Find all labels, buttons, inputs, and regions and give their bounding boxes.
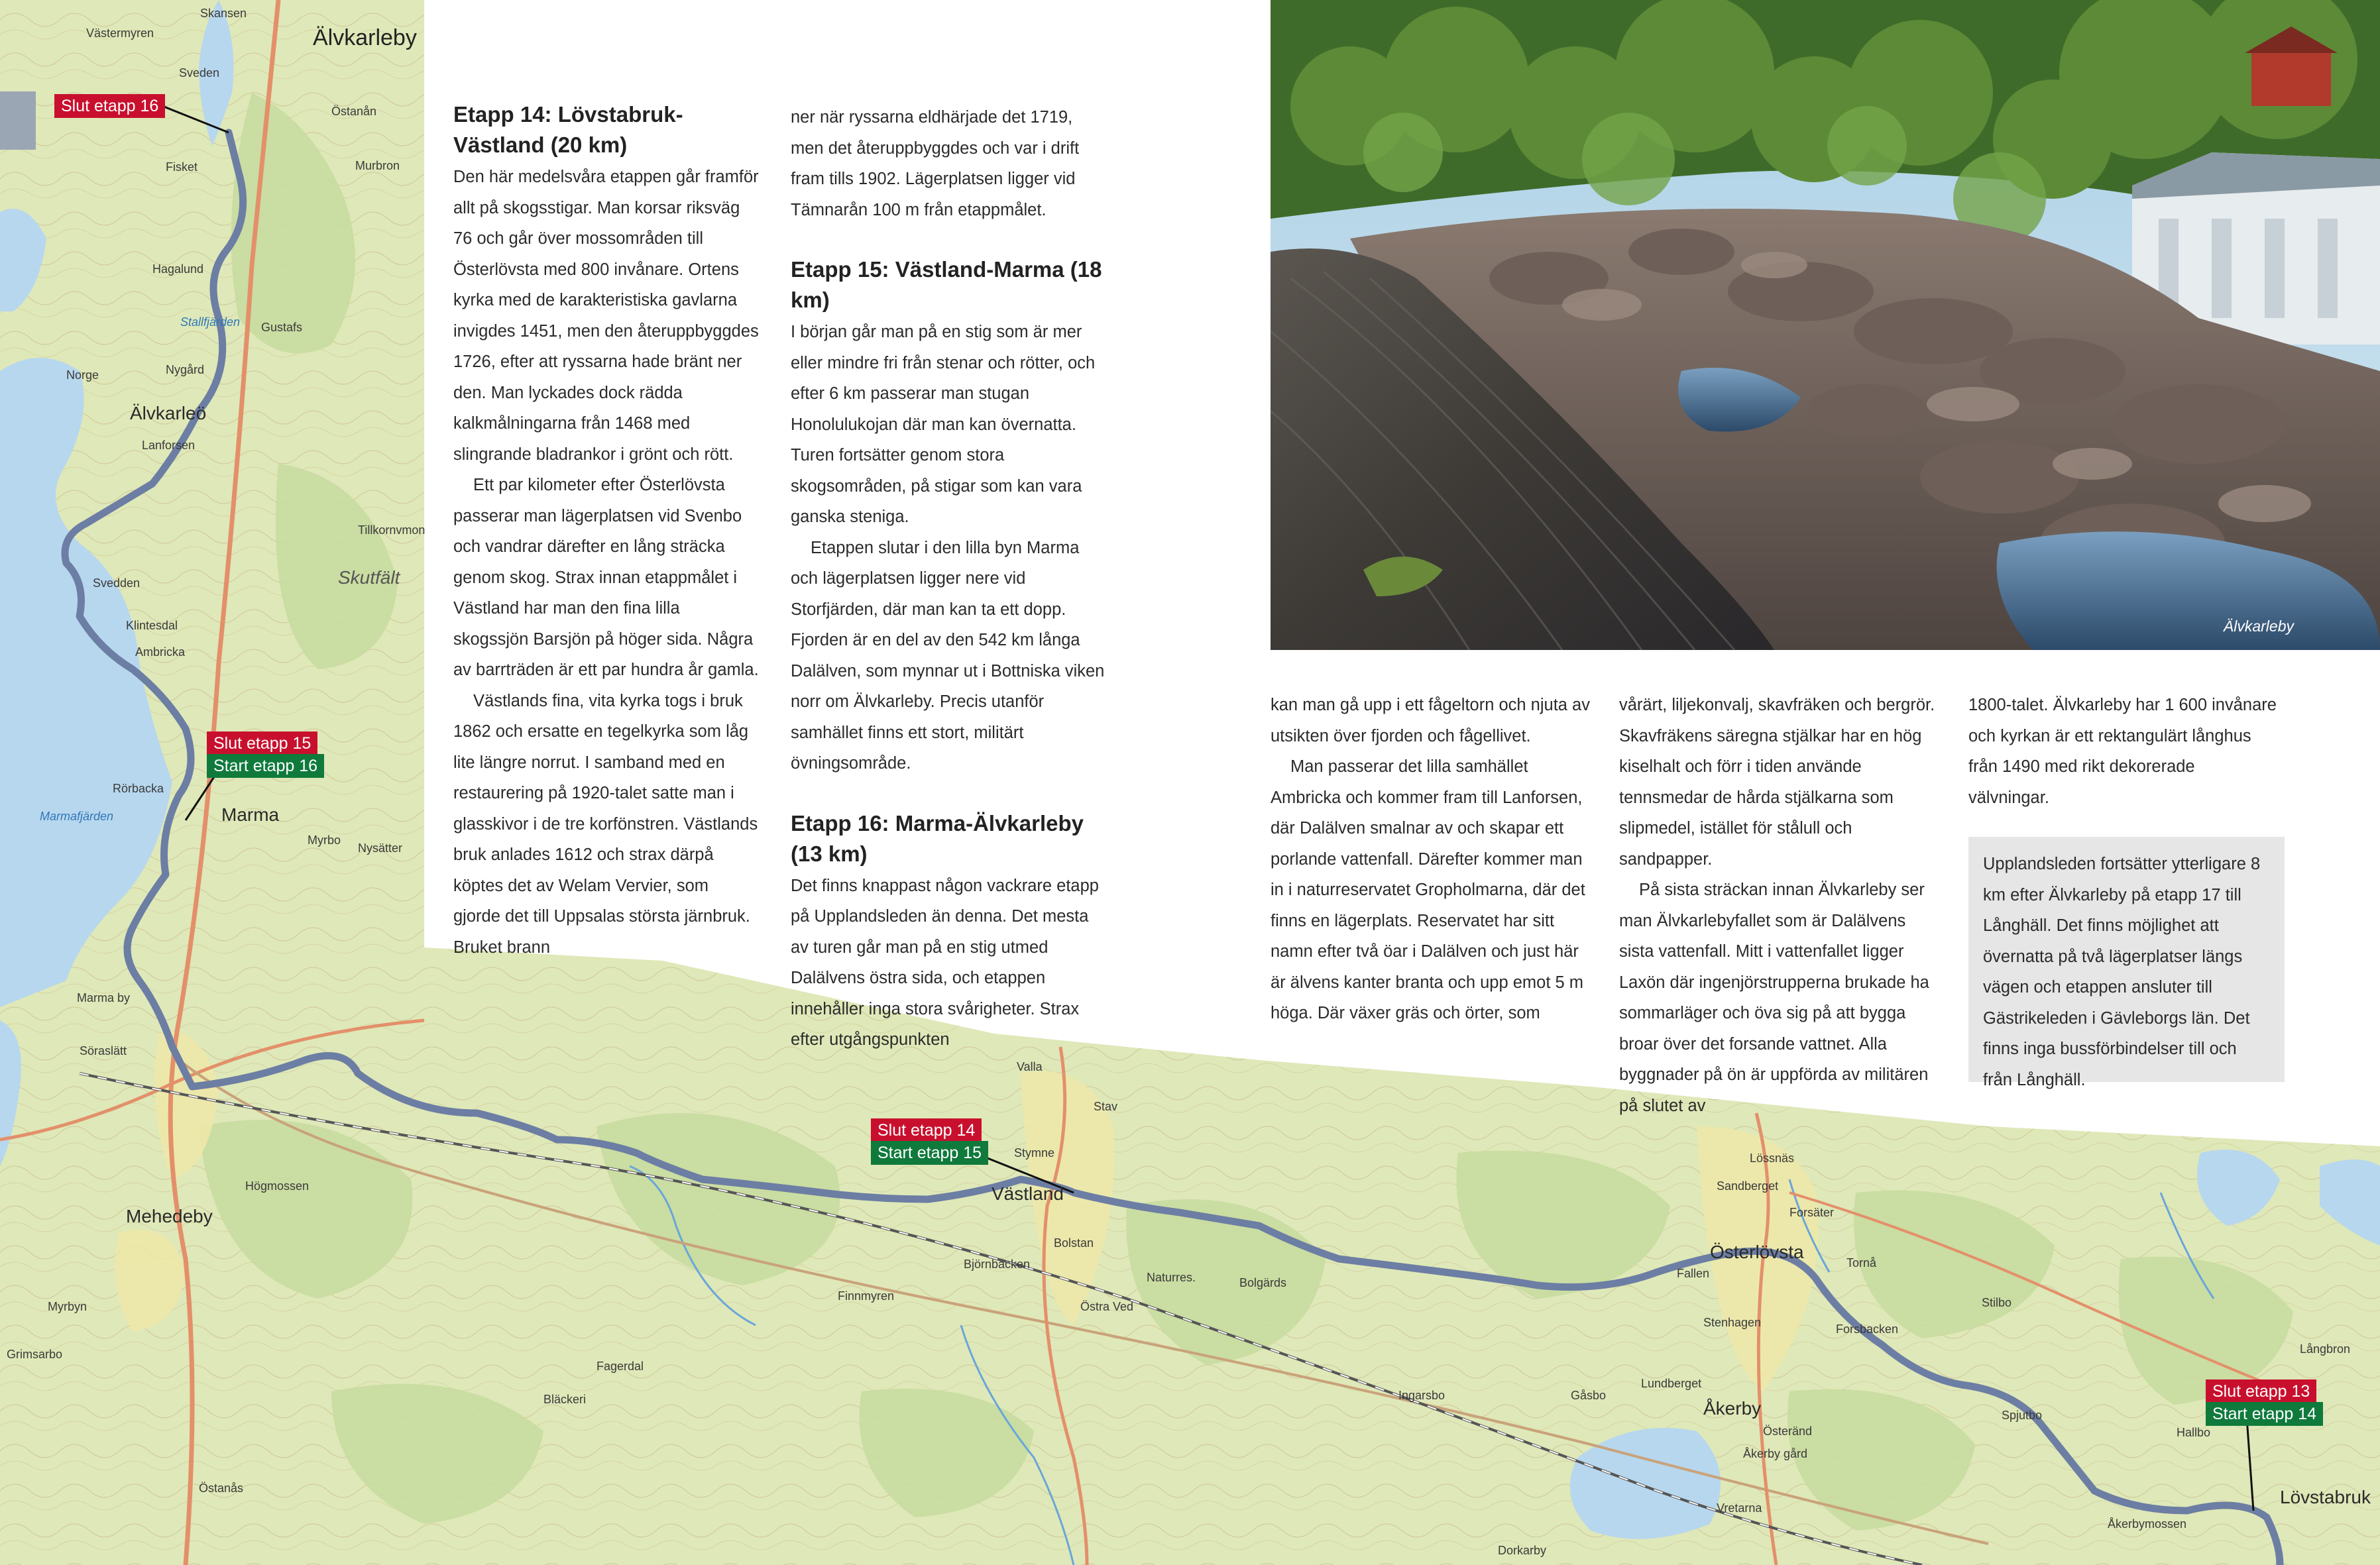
place-label-fagerdal: Fagerdal bbox=[596, 1360, 644, 1373]
place-label-stymne: Stymne bbox=[1014, 1146, 1055, 1160]
stage-tag-start-16: Start etapp 16 bbox=[207, 754, 324, 778]
place-label-murbron: Murbron bbox=[355, 159, 400, 172]
place-label-bjornbacken: Björnbacken bbox=[964, 1258, 1031, 1271]
place-label-stenhagen: Stenhagen bbox=[1703, 1316, 1762, 1329]
stage-tag-slut-16: Slut etapp 16 bbox=[54, 94, 165, 118]
town-label-alvkarleby: Älvkarleby bbox=[313, 25, 417, 50]
stage-tag-slut-13: Slut etapp 13 bbox=[2206, 1379, 2316, 1403]
paragraph-etapp-14-vastland: Västlands fina, vita kyrka togs i bruk 1862 och ersatte en tegelkyrka som låg lite längre norrut. I samband med en restaurering på 1920-talet satte man i glasskivor i de tre korfönstren. Västlands bruk anlades 1612 och strax därpå köptes det av Welam Vervier, som gjorde det till Uppsalas största järnbruk. Bruket brann bbox=[453, 691, 758, 957]
place-label-norge: Norge bbox=[66, 368, 99, 382]
place-label-ingarsbo: Ingarsbo bbox=[1398, 1389, 1445, 1402]
place-label-skansen: Skansen bbox=[200, 7, 247, 20]
paragraph-etapp-14-intro: Den här medelsvåra etappen går framför allt på skogsstigar. Man korsar riksväg 76 och går över mossområden till Österlövsta med 800 invånare. Ortens kyrka med de karakteristiska gavlarna invigdes 1451, men den återuppbyggdes 1726, efter att ryssarna hade bränt ner den. Man lyckades dock rädda kalkmålningarna från 1468 med slingrande bladrankor i grönt och rött. bbox=[453, 168, 759, 464]
place-label-myrbo: Myrbo bbox=[308, 834, 341, 847]
place-label-lossnas: Lössnäs bbox=[1750, 1152, 1795, 1165]
town-label-akerby: Åkerby bbox=[1703, 1398, 1762, 1419]
place-label-forsater: Forsäter bbox=[1789, 1206, 1835, 1219]
place-label-stav: Stav bbox=[1094, 1100, 1118, 1113]
place-label-fallen: Fallen bbox=[1677, 1267, 1710, 1280]
place-label-soraslatt: Söraslätt bbox=[80, 1044, 127, 1057]
town-label-lovstabruk: Lövstabruk bbox=[2280, 1487, 2371, 1507]
heading-etapp-15: Etapp 15: Västland-Marma (18 km) bbox=[791, 257, 1102, 312]
paragraph-etapp-16-intro: Det finns knappast någon vackrare etapp på Upplandsleden än denna. Det mesta av turen går man på en stig utmed Dalälvens östra sida, och etappen innehåller inga stora svårigheter. Strax efter utgångspunkten bbox=[791, 876, 1099, 1049]
place-label-finnmyren: Finnmyren bbox=[838, 1289, 895, 1303]
place-label-sveden: Sveden bbox=[179, 66, 220, 80]
town-label-osterlovsta: Österlövsta bbox=[1710, 1242, 1804, 1262]
paragraph-vastland-bruk-cont: ner när ryssarna eldhärjade det 1719, men det återuppbyggdes och var i drift fram tills 1902. Lägerplatsen ligger vid Tämnarån 100 m från etappmålet. bbox=[791, 108, 1080, 219]
place-label-svedden: Svedden bbox=[93, 576, 141, 590]
paragraph-alvkarlebyfallet: På sista sträckan innan Älvkarleby ser man Älvkarlebyfallet som är Dalälvens sista vattenfall. Mitt i vattenfallet ligger Laxön där ingenjörstrupperna brukade ha sommarläger och öva sig på att bygga broar över det forsande vattnet. Alla byggnader på ön är uppförda av militären på slutet av bbox=[1619, 881, 1929, 1115]
heading-etapp-14: Etapp 14: Lövstabruk-Västland (20 km) bbox=[453, 102, 683, 157]
paragraph-alvkarleby-kyrka: 1800-talet. Älvkarleby har 1 600 invånare och kyrkan är ett rektangulärt långhus från 1490 med rikt dekorerade välvningar. bbox=[1968, 696, 2277, 807]
article-column-4 bbox=[1619, 690, 1940, 1121]
place-label-torna: Tornå bbox=[1846, 1256, 1877, 1269]
place-label-tillkornvmon: Tillkornvmon bbox=[358, 523, 425, 537]
place-label-bolgards: Bolgärds bbox=[1239, 1276, 1287, 1289]
place-label-lanforsen: Lanforsen bbox=[142, 439, 196, 452]
water-label-stallfjarden: Stallfjärden bbox=[180, 315, 241, 329]
place-label-blackeri: Bläckeri bbox=[543, 1393, 587, 1406]
place-label-grimsarbo: Grimsarbo bbox=[7, 1348, 63, 1361]
place-label-vretarna: Vretarna bbox=[1717, 1501, 1762, 1515]
photo-caption: Älvkarleby bbox=[2223, 618, 2294, 635]
town-label-marma: Marma bbox=[221, 804, 280, 825]
place-label-vastermyren: Västermyren bbox=[86, 27, 154, 40]
place-label-spjutbo: Spjutbo bbox=[2002, 1409, 2043, 1422]
place-label-fisket: Fisket bbox=[166, 160, 198, 174]
article-column-2 bbox=[791, 102, 1109, 1055]
place-label-myrbyn: Myrbyn bbox=[48, 1300, 87, 1313]
place-label-stilbo: Stilbo bbox=[1982, 1296, 2012, 1309]
place-label-naturres: Naturres. bbox=[1147, 1271, 1196, 1284]
place-label-langbron: Långbron bbox=[2300, 1342, 2351, 1356]
place-label-ambricka: Ambricka bbox=[135, 645, 186, 659]
photo-alvkarleby-falls bbox=[1271, 0, 2380, 650]
town-label-mehedeby: Mehedeby bbox=[126, 1206, 213, 1226]
place-label-nygard: Nygård bbox=[166, 363, 205, 376]
town-label-vastland: Västland bbox=[992, 1183, 1064, 1204]
place-label-lundberget: Lundberget bbox=[1641, 1377, 1702, 1390]
place-label-dorkarby: Dorkarby bbox=[1498, 1544, 1547, 1557]
place-label-marma-by: Marma by bbox=[77, 991, 131, 1004]
place-label-sandberget: Sandberget bbox=[1717, 1179, 1779, 1193]
place-label-akerby-gard: Åkerby gård bbox=[1743, 1447, 1808, 1460]
article-column-1 bbox=[453, 99, 760, 963]
place-label-osterand: Österänd bbox=[1763, 1425, 1813, 1438]
place-label-hallbo: Hallbo bbox=[2177, 1426, 2211, 1439]
stage-tag-start-14: Start etapp 14 bbox=[2206, 1402, 2323, 1426]
place-label-skutfalt: Skutfält bbox=[338, 567, 400, 588]
town-label-alvkarleo: Älvkarleö bbox=[130, 403, 207, 423]
place-label-hagalund: Hagalund bbox=[152, 262, 204, 276]
place-label-hogmossen: Högmossen bbox=[245, 1179, 310, 1193]
place-label-ostanan: Östanån bbox=[331, 105, 377, 118]
stage-tag-slut-14: Slut etapp 14 bbox=[871, 1118, 982, 1142]
place-label-gustafs: Gustafs bbox=[261, 321, 303, 334]
article-column-3 bbox=[1271, 690, 1591, 1029]
article-column-5 bbox=[1968, 690, 2280, 813]
paragraph-fageltorn: kan man gå upp i ett fågeltorn och njuta av utsikten över fjorden och fågellivet. bbox=[1271, 696, 1590, 745]
stage-tag-start-15: Start etapp 15 bbox=[871, 1141, 988, 1165]
place-label-klintesdal: Klintesdal bbox=[126, 619, 178, 632]
info-box-text: Upplandsleden fortsätter ytterligare 8 km efter Älvkarleby på etapp 17 till Långhäll. Det finns möjlighet att övernatta på två lägerplatser längs vägen och etappen ansluter till Gästrikeleden i Gävleborgs län. Det finns inga bussförbindelser till och från Långhäll. bbox=[1983, 855, 2261, 1089]
place-label-ostanas: Östanås bbox=[199, 1482, 244, 1495]
chapter-tab bbox=[0, 91, 36, 150]
paragraph-etapp-14-svenbo: Ett par kilometer efter Österlövsta passerar man lägerplatsen vid Svenbo och vandrar därefter en lång sträcka genom skog. Strax innan etappmålet i Västland har man den fina lilla skogssjön Barsjön på höger sida. Några av barrträden är ett par hundra år gamla. bbox=[453, 476, 759, 679]
place-label-bolstan: Bolstan bbox=[1054, 1236, 1094, 1250]
paragraph-skavfraken: vårärt, liljekonvalj, skavfräken och bergrör. Skavfräkens säregna stjälkar har en hög kiselhalt och förr i tiden använde tennsmedar de hårda stjälkarna som slipmedel, istället för stålull och sandpapper. bbox=[1619, 696, 1935, 869]
water-label-marmafjarden: Marmafjärden bbox=[40, 810, 114, 823]
place-label-akerbymossen: Åkerbymossen bbox=[2108, 1517, 2187, 1531]
place-label-valla: Valla bbox=[1017, 1060, 1043, 1073]
paragraph-etapp-15-marma: Etappen slutar i den lilla byn Marma och lägerplatsen ligger nere vid Storfjärden, där man kan ta ett dopp. Fjorden är en del av den 542 km långa Dalälven, som mynnar ut i Bottniska viken norr om Älvkarleby. Precis utanför samhället finns ett stort, militärt övningsområde. bbox=[791, 538, 1105, 773]
place-label-gasbo: Gåsbo bbox=[1571, 1389, 1607, 1402]
stage-tag-slut-15: Slut etapp 15 bbox=[207, 731, 317, 755]
info-box-etapp-17 bbox=[1968, 837, 2285, 1089]
paragraph-ambricka-lanforsen: Man passerar det lilla samhället Ambricka och kommer fram till Lanforsen, där Dalälven smalnar av och skapar ett porlande vattenfall. Därefter kommer man in i naturreservatet Gropholmarna, där det finns en lägerplats. Reservatet har sitt namn efter två öar i Dalälven och just här är älvens kanter branta och upp emot 5 m höga. Där växer gräs och örter, som bbox=[1271, 757, 1585, 1022]
place-label-rorbacka: Rörbacka bbox=[113, 782, 164, 795]
heading-etapp-16: Etapp 16: Marma-Älvkarleby (13 km) bbox=[791, 810, 1084, 866]
place-label-forsbacken: Forsbacken bbox=[1836, 1322, 1899, 1336]
place-label-nysatter: Nysätter bbox=[358, 841, 403, 855]
paragraph-etapp-15-intro: I början går man på en stig som är mer eller mindre fri från stenar och rötter, och efter 6 km passerar man stugan Honolulukojan där man kan övernatta. Turen fortsätter genom stora skogsområden, på stigar som kan vara ganska steniga. bbox=[791, 323, 1096, 526]
place-label-ostra-ved: Östra Ved bbox=[1080, 1300, 1134, 1313]
